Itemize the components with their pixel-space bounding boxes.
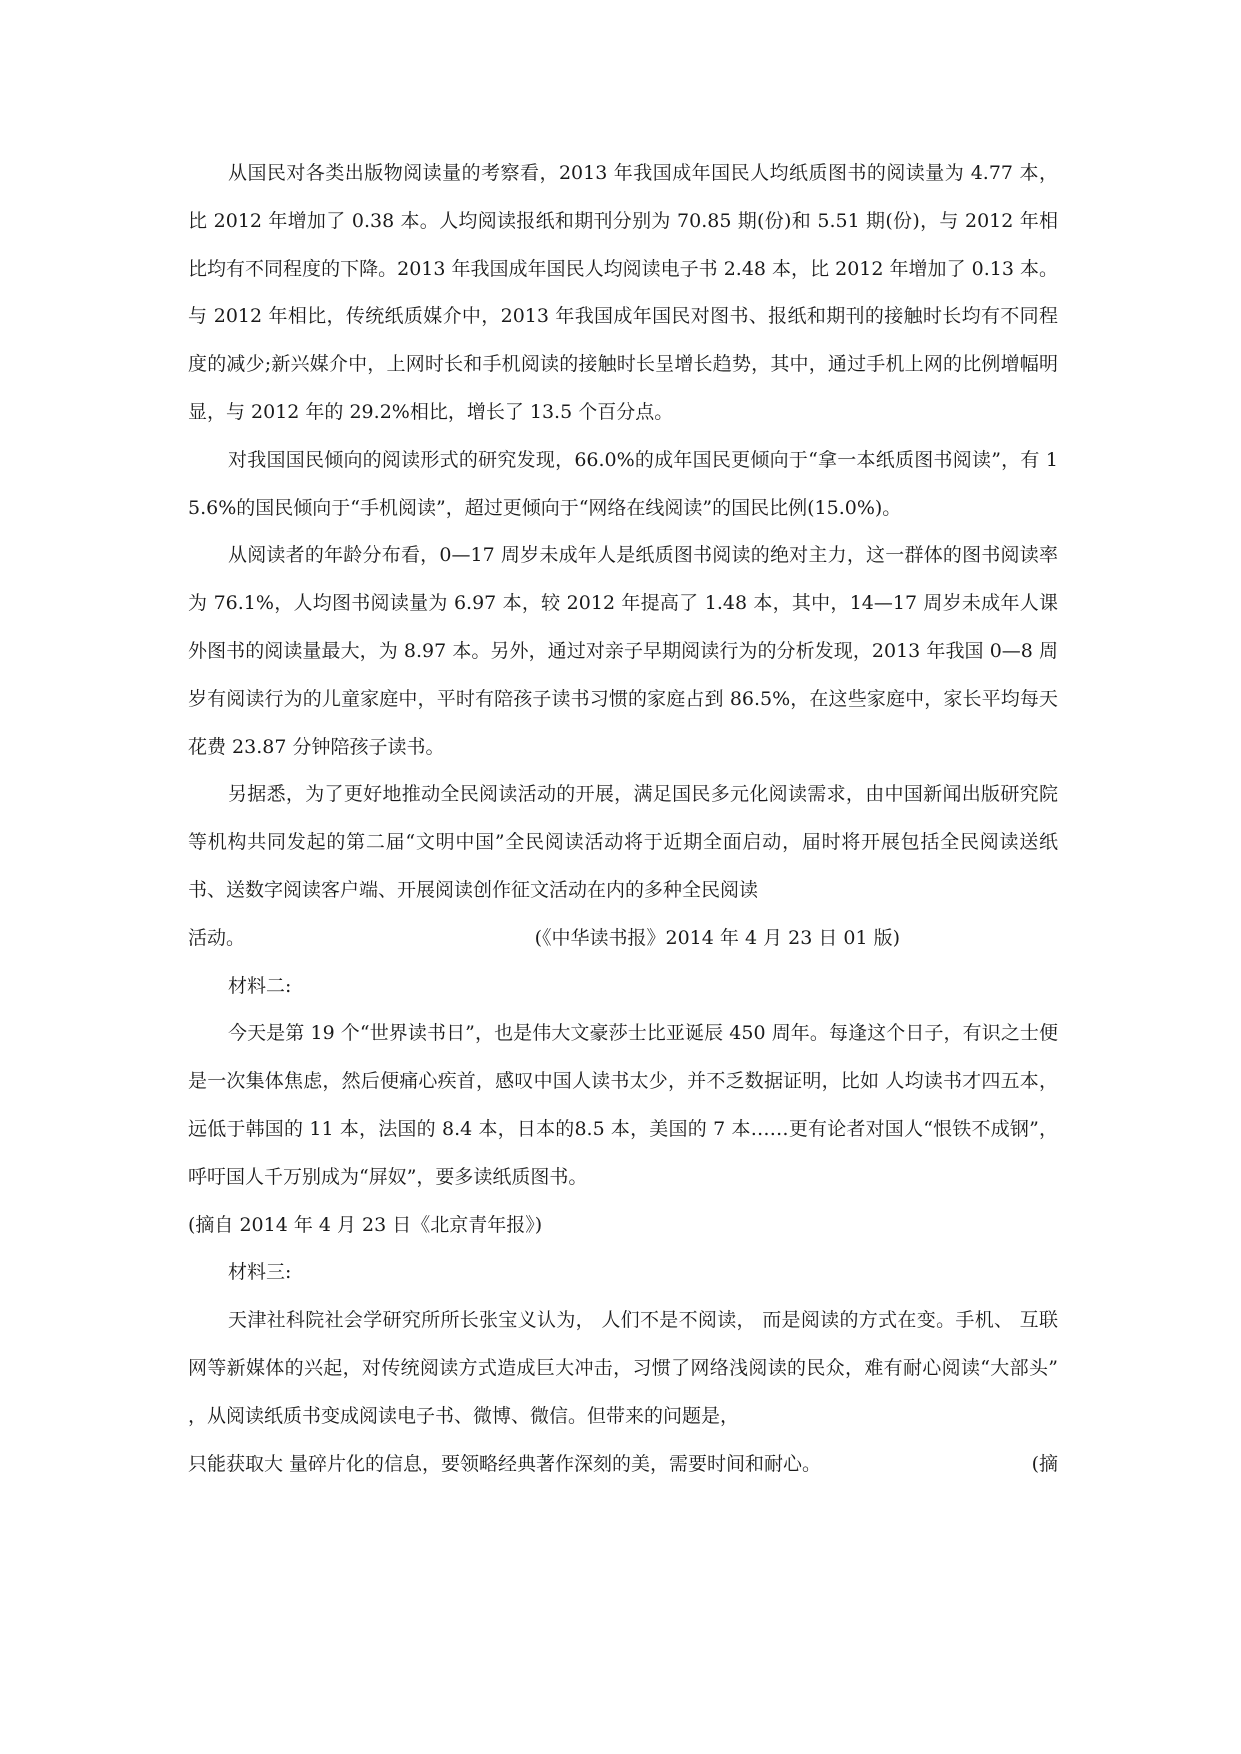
material2-heading: 材料二:	[228, 974, 292, 997]
material1-source: (《中华读书报》2014 年 4 月 23 日 01 版)	[534, 926, 900, 949]
material2-paragraph: 今天是第 19 个“世界读书日”，也是伟大文豪莎士比亚诞辰 450 周年。每逢这个日子，有识之士便是一次集体焦虑，然后便痛心疾首，感叹中国人读书太少，并不乏数据证明，比如 人均读书才四五本，远低于韩国的 11 本，法国的 8.4 本，日本的8.5 本，美国的 7 本……更有论者对国人“恨铁不成钢”，呼吁国人千万别成为“屏奴”，要多读纸质图书。	[188, 1022, 1058, 1188]
material1-source-line	[188, 915, 1058, 963]
material1-paragraph-2: 对我国国民倾向的阅读形式的研究发现，66.0%的成年国民更倾向于“拿一本纸质图书阅读”，有 15.6%的国民倾向于“手机阅读”，超过更倾向于“网络在线阅读”的国民比例(15.0%)。	[188, 448, 1058, 519]
material3-last-line-row	[188, 1441, 1058, 1489]
material3-last-line: 只能获取大 量碎片化的信息，要领略经典著作深刻的美，需要时间和耐心。	[188, 1452, 822, 1475]
material3-paragraph: 天津社科院社会学研究所所长张宝义认为， 人们不是不阅读， 而是阅读的方式在变。手机、 互联网等新媒体的兴起，对传统阅读方式造成巨大冲击，习惯了网络浅阅读的民众，难有耐心阅读“大部头” ，从阅读纸质书变成阅读电子书、微博、微信。但带来的问题是，	[188, 1309, 1058, 1427]
material3-trailing: (摘	[1031, 1452, 1058, 1475]
document-page	[188, 150, 1058, 1488]
material1-last-line: 活动。	[188, 926, 246, 949]
material2-source: (摘自 2014 年 4 月 23 日《北京青年报》)	[188, 1213, 543, 1236]
material1-paragraph-4: 另据悉，为了更好地推动全民阅读活动的开展，满足国民多元化阅读需求，由中国新闻出版研究院等机构共同发起的第二届“文明中国”全民阅读活动将于近期全面启动，届时将开展包括全民阅读送纸书、送数字阅读客户端、开展阅读创作征文活动在内的多种全民阅读	[188, 783, 1058, 901]
material1-paragraph-1: 从国民对各类出版物阅读量的考察看，2013 年我国成年国民人均纸质图书的阅读量为 4.77 本，比 2012 年增加了 0.38 本。人均阅读报纸和期刊分别为 70.85 期(份)和 5.51 期(份)，与 2012 年相比均有不同程度的下降。2013 年我国成年国民人均阅读电子书 2.48 本，比 2012 年增加了 0.13 本。与 2012 年相比，传统纸质媒介中，2013 年我国成年国民对图书、报纸和期刊的接触时长均有不同程度的减少;新兴媒介中，上网时长和手机阅读的接触时长呈增长趋势，其中，通过手机上网的比例增幅明显，与 2012 年的 29.2%相比，增长了 13.5 个百分点。	[188, 162, 1058, 423]
material1-paragraph-3: 从阅读者的年龄分布看，0—17 周岁未成年人是纸质图书阅读的绝对主力，这一群体的图书阅读率为 76.1%，人均图书阅读量为 6.97 本，较 2012 年提高了 1.48 本，其中，14—17 周岁未成年人课外图书的阅读量最大，为 8.97 本。另外，通过对亲子早期阅读行为的分析发现，2013 年我国 0—8 周岁有阅读行为的儿童家庭中，平时有陪孩子读书习惯的家庭占到 86.5%，在这些家庭中，家长平均每天花费 23.87 分钟陪孩子读书。	[188, 544, 1058, 758]
material3-heading: 材料三:	[228, 1261, 292, 1284]
